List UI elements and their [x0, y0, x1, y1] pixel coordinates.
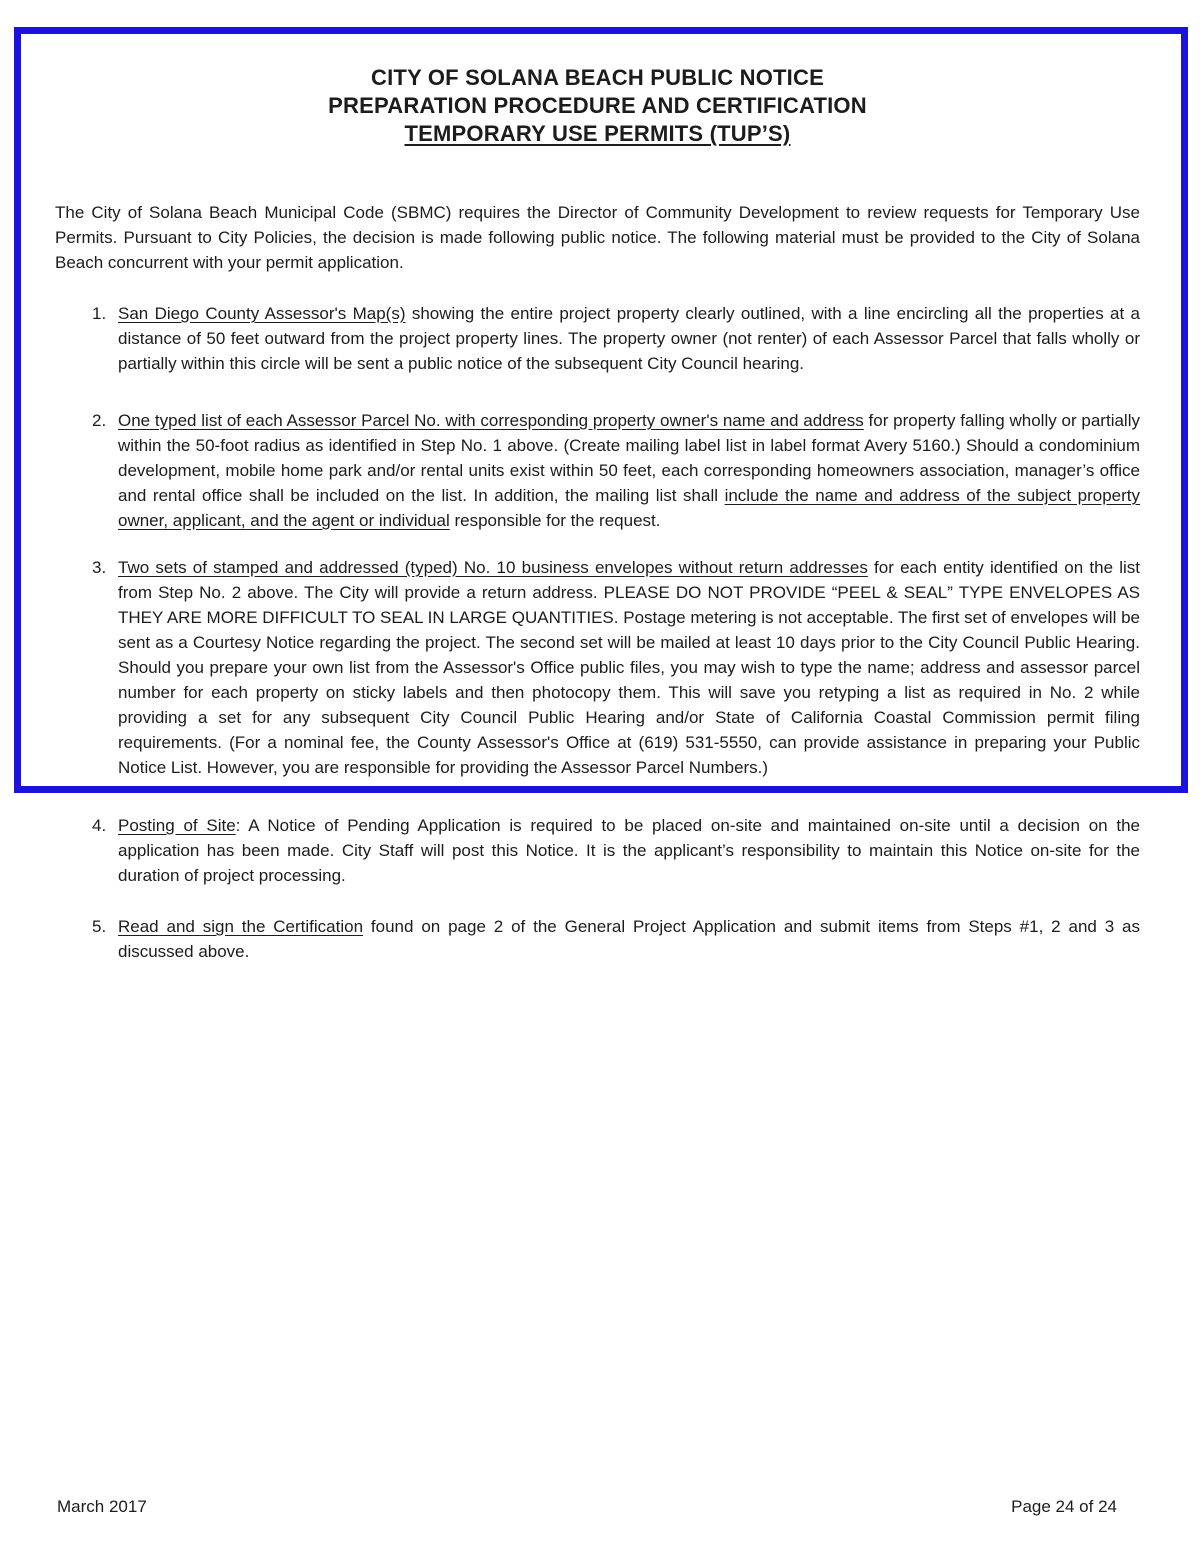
- list-item-1-number: 1.: [92, 304, 107, 323]
- footer-page-number: Page 24 of 24: [1011, 1497, 1117, 1516]
- list-item-5-text: Read and sign the Certification found on page 2 of the General Project Application and submit items from Steps #1, 2 and 3 as discussed above.: [118, 917, 1140, 961]
- list-item-5-number: 5.: [92, 917, 107, 936]
- list-item-1: [55, 301, 1140, 376]
- list-item-1-text: San Diego County Assessor's Map(s) showing the entire project property clearly outlined, with a line encircling all the properties at a distance of 50 feet outward from the project property lines. The property owner (not renter) of each Assessor Parcel that falls wholly or partially within this circle will be sent a public notice of the subsequent City Council hearing.: [118, 304, 1140, 373]
- document-title: [55, 64, 1140, 148]
- title-line-2: PREPARATION PROCEDURE AND CERTIFICATION: [328, 93, 867, 118]
- intro-paragraph: The City of Solana Beach Municipal Code (SBMC) requires the Director of Community Development to review requests for Temporary Use Permits. Pursuant to City Policies, the decision is made following public notice. The following material must be provided to the City of Solana Beach concurrent with your permit application.: [55, 203, 1140, 272]
- list-item-3-text: Two sets of stamped and addressed (typed) No. 10 business envelopes without return addresses for each entity identified on the list from Step No. 2 above. The City will provide a return address. PLEASE DO NOT PROVIDE “PEEL & SEAL” TYPE ENVELOPES AS THEY ARE MORE DIFFICULT TO SEAL IN LARGE QUANTITIES. Postage metering is not acceptable. The first set of envelopes will be sent as a Courtesy Notice regarding the project. The second set will be mailed at least 10 days prior to the City Council Public Hearing. Should you prepare your own list from the Assessor's Office public files, you may wish to type the name; address and assessor parcel number for each property on sticky labels and then photocopy them. This will save you retyping a list as required in No. 2 while providing a set for any subsequent City Council Public Hearing and/or State of California Coastal Commission permit filing requirements. (For a nominal fee, the County Assessor's Office at (619) 531-5550, can provide assistance in preparing your Public Notice List. However, you are responsible for providing the Assessor Parcel Numbers.): [118, 558, 1141, 777]
- list-item-3: [55, 555, 1140, 780]
- title-line-3: TEMPORARY USE PERMITS (TUP’S): [404, 121, 791, 146]
- title-line-1: CITY OF SOLANA BEACH PUBLIC NOTICE: [371, 65, 824, 90]
- list-item-4-text: Posting of Site: A Notice of Pending Application is required to be placed on-site and maintained on-site until a decision on the application has been made. City Staff will post this Notice. It is the applicant’s responsibility to maintain this Notice on-site for the duration of project processing.: [118, 816, 1140, 885]
- list-item-4: [55, 813, 1140, 888]
- list-item-4-number: 4.: [92, 816, 107, 835]
- list-item-5: [55, 914, 1140, 964]
- page-footer: [57, 1494, 1117, 1519]
- list-item-2: [55, 408, 1140, 533]
- footer-date: March 2017: [57, 1497, 147, 1516]
- notice-border-box: [14, 27, 1188, 793]
- list-item-3-number: 3.: [92, 558, 107, 577]
- list-item-2-text: One typed list of each Assessor Parcel No. with corresponding property owner's name and address for property falling wholly or partially within the 50-foot radius as identified in Step No. 1 above. (Create mailing label list in label format Avery 5160.) Should a condominium development, mobile home park and/or rental units exist within 50 feet, each corresponding homeowners association, manager’s office and rental office shall be included on the list. In addition, the mailing list shall include the name and address of the subject property owner, applicant, and the agent or individual responsible for the request.: [118, 411, 1140, 530]
- items-outside-box: [55, 813, 1140, 964]
- list-item-2-number: 2.: [92, 411, 107, 430]
